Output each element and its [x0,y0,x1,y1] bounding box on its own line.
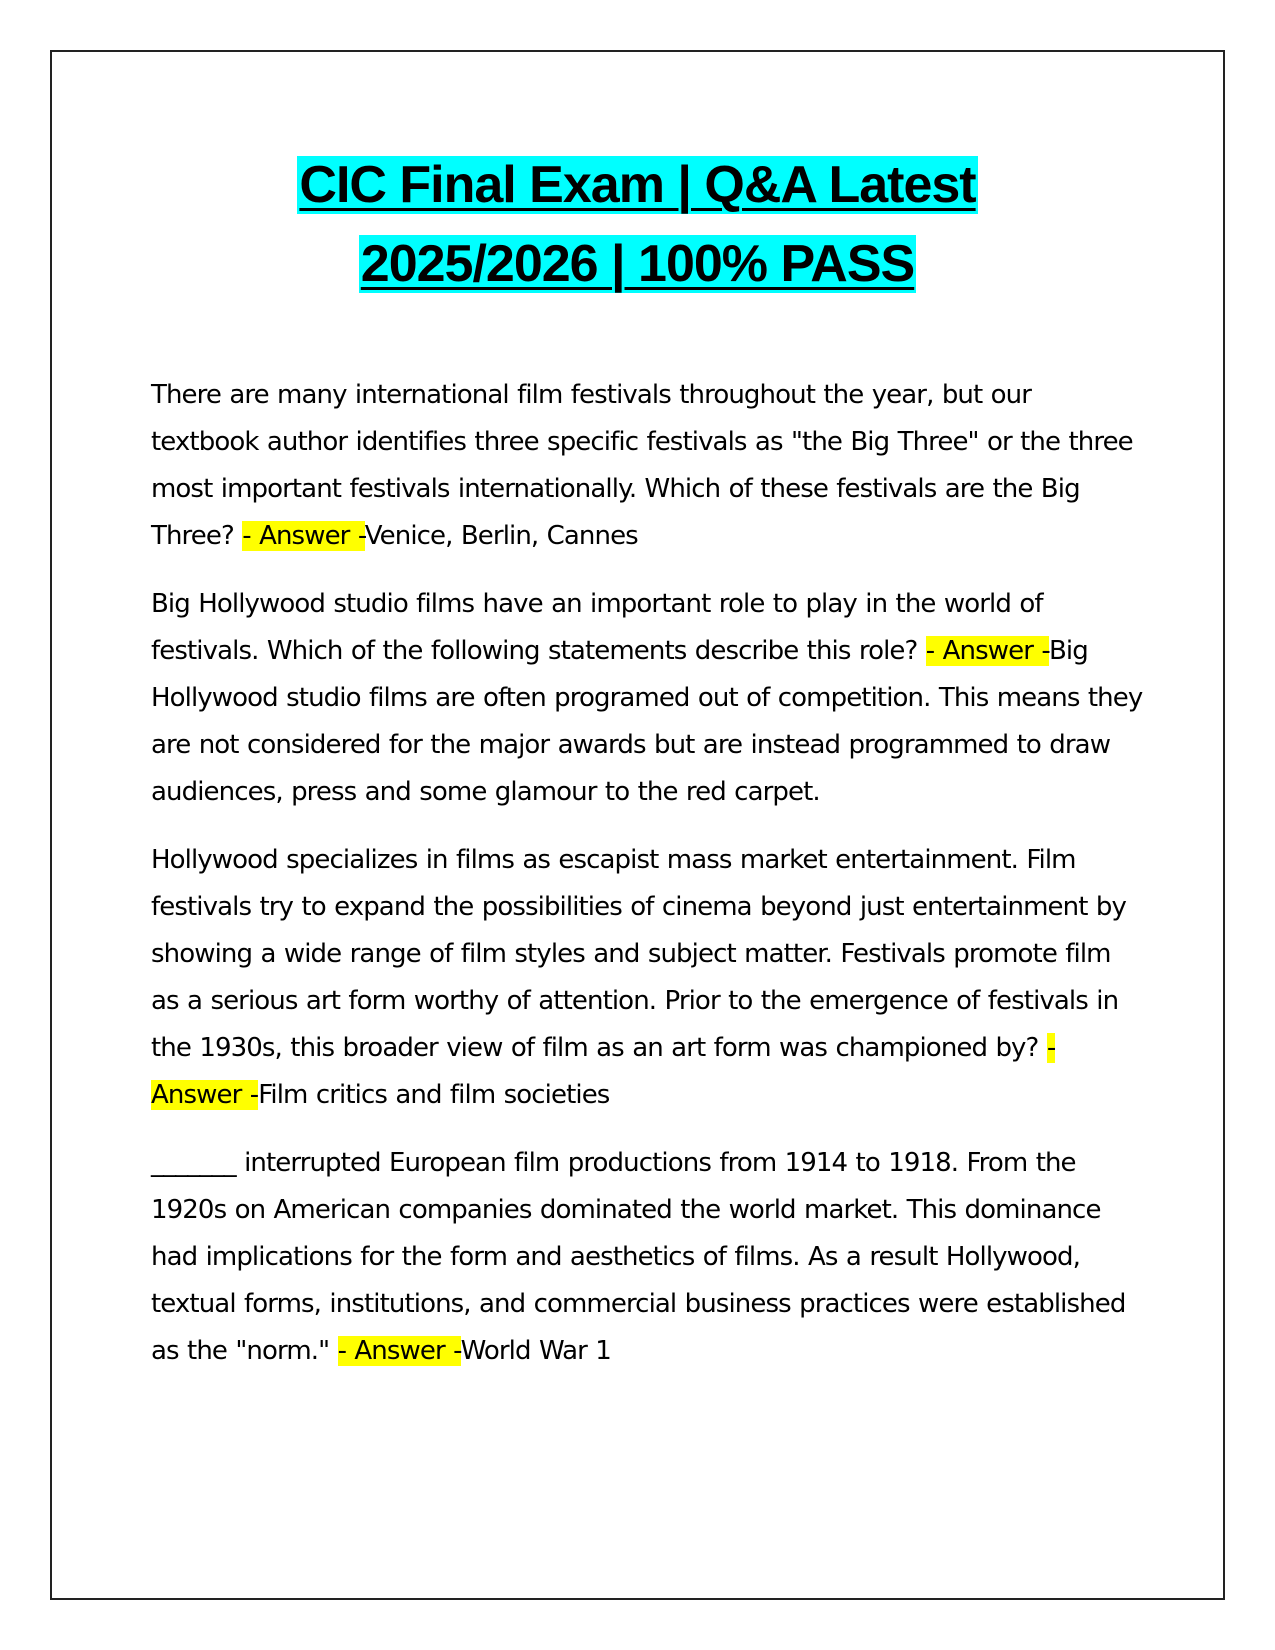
question-text: _______ interrupted European film productions from 1914 to 1918. From the 1920s on American companies dominated the world market. This dominance had implications for the form and aesthetics of films. As a result Hollywood, textual forms, institutions, and commercial business practices were established as the "norm." [151,1148,1126,1366]
qa-list [151,372,1146,1396]
answer-marker: - Answer - [925,636,1049,666]
qa-item-1 [151,372,1146,560]
question-text: Big Hollywood studio films have an important role to play in the world of festivals. Which of the following statements describe this role? [151,589,1043,666]
question-text: There are many international film festivals throughout the year, but our textbook author identifies three specific festivals as "the Big Three" or the three most important festivals internationally. Which of these festivals are the Big Three? [151,380,1133,551]
answer-text: Venice, Berlin, Cannes [364,521,638,551]
answer-text: Big Hollywood studio films are often programed out of competition. This means they are not considered for the major awards but are instead programmed to draw audiences, press and some glamour to the red carpet. [151,636,1143,807]
answer-text: Film critics and film societies [258,1080,610,1110]
answer-text: World War 1 [460,1336,611,1366]
answer-marker: - Answer - [151,1033,1056,1110]
qa-item-2 [151,581,1146,816]
qa-item-3 [151,837,1146,1119]
document-title [0,146,1275,304]
title-line-1: CIC Final Exam | Q&A Latest [299,156,976,214]
qa-item-4 [151,1140,1146,1375]
title-line-2: 2025/2026 | 100% PASS [360,235,915,293]
answer-marker: - Answer - [337,1336,461,1366]
question-text: Hollywood specializes in films as escapist mass market entertainment. Film festivals try to expand the possibilities of cinema beyond just entertainment by showing a wide range of film styles and subject matter. Festivals promote film as a serious art form worthy of attention. Prior to the emergence of festivals in the 1930s, this broader view of film as an art form was championed by? [151,845,1126,1063]
answer-marker: - Answer - [242,521,365,551]
